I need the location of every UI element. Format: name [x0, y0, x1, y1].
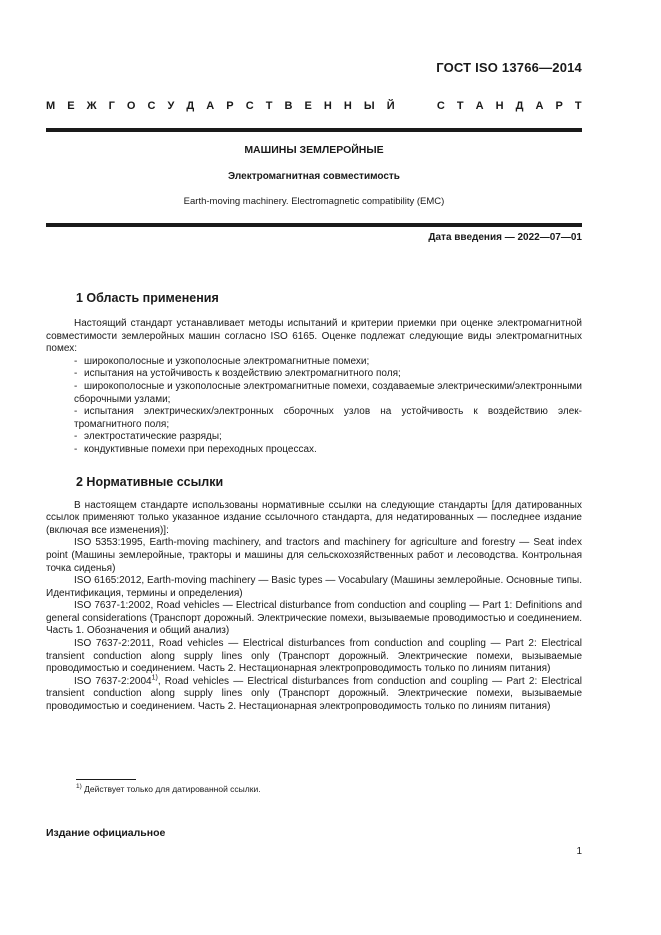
heading-letter: О — [126, 100, 136, 112]
list-item: - испытания на устойчивость к воздействию электромагнитного поля; — [74, 368, 401, 380]
page-number: 1 — [576, 846, 582, 857]
heading-letter: Т — [265, 100, 273, 112]
document-title-english: Earth-moving machinery. Electromagnetic compatibility (EMC) — [183, 196, 445, 207]
section-scope — [46, 290, 582, 457]
heading-letter: Н — [495, 100, 504, 112]
heading-letter: Н — [343, 100, 352, 112]
heading-letter: Ж — [86, 100, 97, 112]
heading-letter: В — [284, 100, 293, 112]
official-edition-label: Издание официальное — [46, 827, 166, 839]
footnote — [76, 784, 261, 794]
heading-letter: Ы — [363, 100, 375, 112]
heading-letter: Т — [456, 100, 464, 112]
interstate-standard-heading — [46, 100, 582, 112]
header-rule-top — [46, 128, 582, 132]
heading-letter: С — [245, 100, 254, 112]
heading-letter: Г — [108, 100, 115, 112]
reference-item: ISO 7637-2:2011, Road vehicles — Electrical disturbances from conduction and coupling — Part 2: Electrical transient conduction along supply lines only (Транспорт дорожный. Электрические помехи, вызываемые проводимостью и соединением. Часть 2. Нестационарная электропроводимость только по линиям питания) — [46, 638, 582, 675]
list-item: - испытания электрических/электронных сборочных узлов на устойчивость к воздействию электромагнитного поля; — [74, 406, 582, 430]
section-normative-references — [46, 474, 582, 714]
document-title: МАШИНЫ ЗЕМЛЕРОЙНЫЕ — [244, 144, 384, 156]
reference-item: ISO 7637-1:2002, Road vehicles — Electrical disturbance from conduction and coupling — Part 1: Definitions and general considerations (Транспорт дорожный. Электрические помехи, вызываемые проводимостью и соединением. Часть 1. Обозначения и общий анализ) — [46, 600, 582, 637]
reference-text: , Road vehicles — Electrical disturbances from conduction and coupling — Part 2: Electrical transient conduction along supply lines only (Транспорт дорожный. Электрические помехи, вызываемые проводимостью и соединением. Часть 2. Нестационарная электропроводимость только по линиям питания) — [46, 675, 583, 713]
heading-letter: Й — [386, 100, 395, 112]
heading-letter — [407, 100, 410, 112]
heading-letter: Д — [515, 100, 524, 112]
reference-item — [46, 676, 582, 714]
heading-letter: Е — [67, 100, 75, 112]
document-subtitle: Электромагнитная совместимость — [228, 171, 400, 182]
heading-letter: Т — [574, 100, 582, 112]
heading-letter: С — [436, 100, 445, 112]
list-item: - кондуктивные помехи при переходных процессах. — [74, 443, 317, 455]
footnote-marker: 1) — [151, 674, 158, 682]
list-item: - широкополосные и узкополосные электромагнитные помехи; — [74, 355, 370, 367]
reference-code: ISO 7637-2:2004 — [74, 675, 152, 687]
reference-item: ISO 6165:2012, Earth-moving machinery — Basic types — Vocabulary (Машины землеройные. Основные типы. Идентификация, термины и определения) — [46, 575, 582, 599]
heading-letter: М — [46, 100, 56, 112]
section-heading-scope: 1 Область применения — [76, 291, 219, 305]
main-content — [46, 290, 582, 714]
heading-letter: А — [475, 100, 484, 112]
heading-letter: А — [206, 100, 215, 112]
section-heading-references: 2 Нормативные ссылки — [76, 474, 224, 489]
header-rule-bottom — [46, 223, 582, 227]
list-item: - электростатические разряды; — [74, 431, 222, 443]
reference-item: ISO 5353:1995, Earth-moving machinery, and tractors and machinery for agriculture and forestry — Seat index point (Машины землеройные, тракторы и машины для сельскохозяйственных работ и лесоводства. Контрольная точка сиденья) — [46, 537, 582, 574]
footnote-text: Действует только для датированной ссылки. — [81, 784, 261, 794]
scope-list — [46, 356, 582, 457]
standard-number: ГОСТ ISO 13766—2014 — [436, 60, 582, 75]
heading-letter: Д — [186, 100, 195, 112]
heading-letter: Е — [304, 100, 312, 112]
heading-letter: Н — [323, 100, 332, 112]
scope-paragraph: Настоящий стандарт устанавливает методы испытаний и критерии приемки при оценке электромагнитной совместимости землеройных машин согласно ISO 6165. Оценке подлежат следующие виды электромагнитных помех: — [46, 318, 582, 355]
references-paragraph: В настоящем стандарте использованы нормативные ссылки на следующие стандарты [для датированных ссылок применяют только указанное издание ссылочного стандарта, для недатированных — последнее издание (включая все изменения)]: — [46, 499, 582, 536]
heading-letter — [422, 100, 425, 112]
heading-letter: Р — [555, 100, 563, 112]
list-item: - широкополосные и узкополосные электромагнитные помехи, создаваемые электрическими/электронными сборочными узлами; — [74, 380, 582, 405]
heading-letter: С — [147, 100, 156, 112]
introduction-date: Дата введения — 2022—07—01 — [428, 232, 582, 243]
heading-letter: У — [167, 100, 175, 112]
footnote-separator — [76, 779, 136, 780]
heading-letter: А — [535, 100, 544, 112]
footnote-mark: 1) — [76, 783, 82, 791]
heading-letter: Р — [226, 100, 234, 112]
